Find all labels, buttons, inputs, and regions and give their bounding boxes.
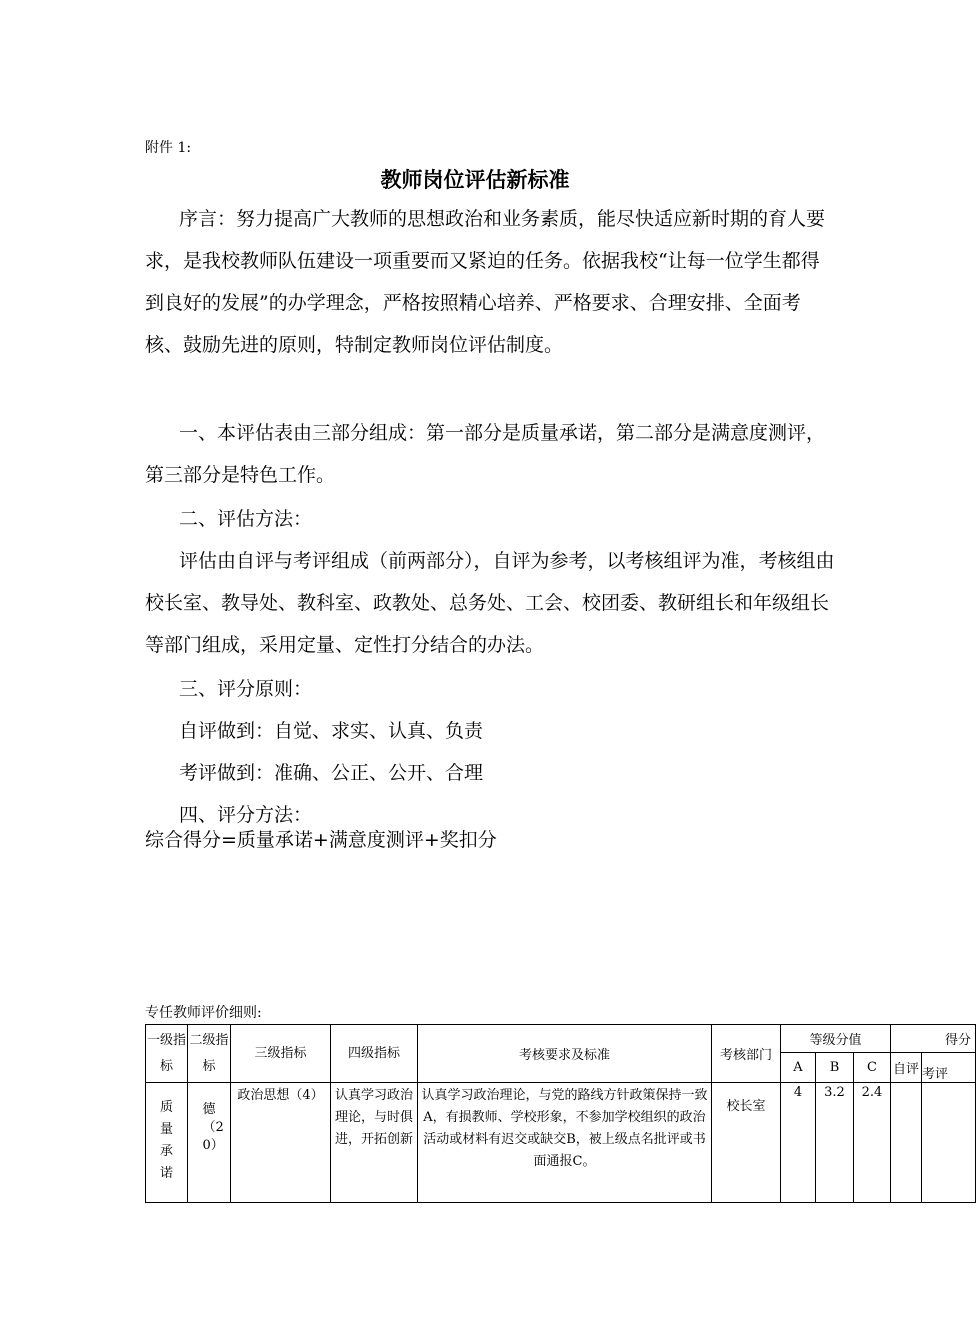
section2-body: 评估由自评与考评组成（前两部分），自评为参考，以考核组评为准，考核组由校长室、教导处、教科室、政教处、总务处、工会、校团委、教研组长和年级组长等部门组成，采用定量、定性打分结合的办法。 [145, 550, 835, 656]
header-grade-values: 等级分值 [781, 1025, 891, 1053]
document-title: 教师岗位评估新标准 [380, 168, 570, 192]
cell-exam-score [922, 1083, 976, 1203]
exam-eval-principle: 考评做到：准确、公正、公开、合理 [179, 762, 484, 784]
cell-level4: 认真学习政治理论，与时俱进，开拓创新 [331, 1083, 418, 1203]
header-exam-score: 考评 [922, 1053, 976, 1083]
table-row [146, 1083, 976, 1203]
header-self-score: 自评 [891, 1053, 922, 1083]
cell-level2: 德（20） [188, 1083, 231, 1203]
cell-level3: 政治思想（4） [231, 1083, 331, 1203]
table-caption: 专任教师评价细则: [145, 1005, 262, 1021]
header-requirement: 考核要求及标准 [418, 1025, 712, 1083]
header-level3: 三级指标 [231, 1025, 331, 1083]
header-level2: 二级指标 [188, 1025, 231, 1083]
cell-requirement: 认真学习政治理论，与党的路线方针政策保持一致A，有损教师、学校形象，不参加学校组织的政治活动或材料有迟交或缺交B，被上级点名批评或书面通报C。 [418, 1083, 712, 1203]
header-grade-c: C [854, 1053, 891, 1083]
header-grade-b: B [816, 1053, 854, 1083]
header-grade-a: A [781, 1053, 816, 1083]
header-score: 得分 [891, 1025, 976, 1053]
cell-grade-a: 4 [781, 1083, 816, 1203]
cell-department: 校长室 [712, 1083, 781, 1203]
cell-grade-b: 3.2 [816, 1083, 854, 1203]
cell-self-score [891, 1083, 922, 1203]
section2-heading: 二、评估方法： [179, 508, 313, 530]
cell-level1: 质量承诺 [146, 1083, 188, 1203]
header-level4: 四级指标 [331, 1025, 418, 1083]
section1-paragraph: 一、本评估表由三部分组成：第一部分是质量承诺，第二部分是满意度测评，第三部分是特色工作。 [145, 422, 826, 486]
cell-grade-c: 2.4 [854, 1083, 891, 1203]
header-department: 考核部门 [712, 1025, 781, 1083]
self-eval-principle: 自评做到：自觉、求实、认真、负责 [179, 720, 484, 742]
section3-heading: 三、评分原则： [179, 678, 313, 700]
section4-heading: 四、评分方法： [179, 804, 313, 826]
evaluation-detail-table [145, 1024, 976, 1203]
preface-paragraph: 序言：努力提高广大教师的思想政治和业务素质，能尽快适应新时期的育人要求，是我校教师队伍建设一项重要而又紧迫的任务。依据我校“让每一位学生都得到良好的发展”的办学理念，严格按照精心培养、严格要求、合理安排、全面考核、鼓励先进的原则，特制定教师岗位评估制度。 [145, 208, 826, 356]
attachment-label: 附件 1: [145, 140, 192, 156]
scoring-formula: 综合得分=质量承诺+满意度测评+奖扣分 [145, 829, 497, 851]
header-level1: 一级指标 [146, 1025, 188, 1083]
